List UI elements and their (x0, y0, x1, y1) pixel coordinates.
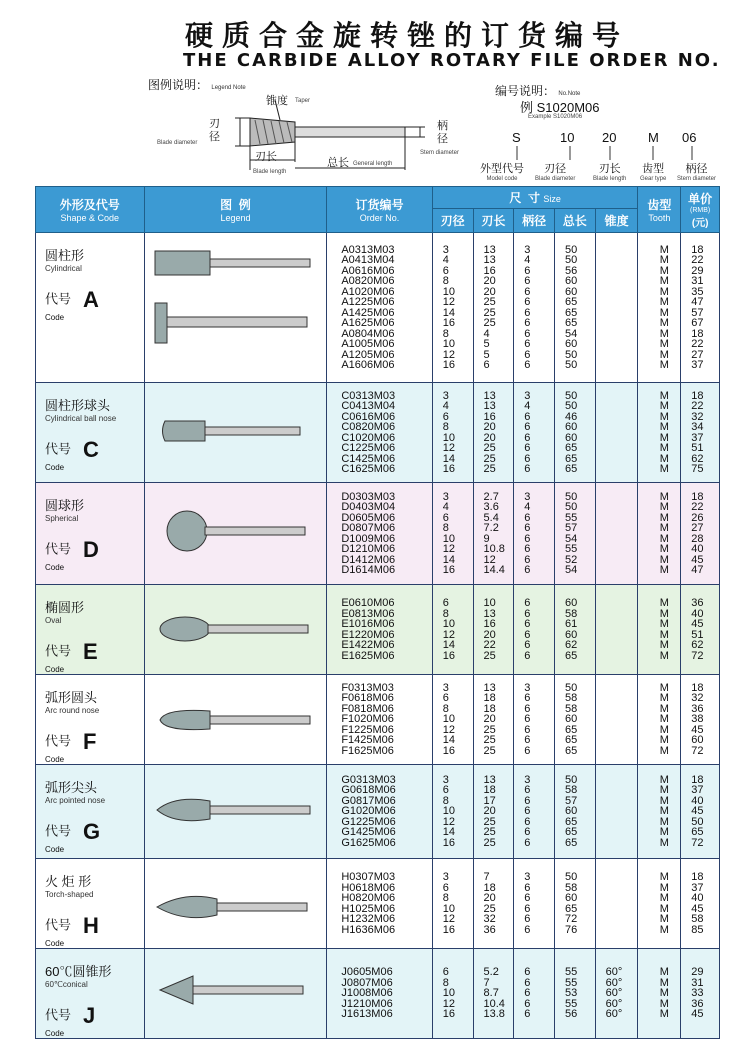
group-row (36, 233, 720, 383)
price-header (681, 187, 720, 233)
blade-len-header: 刃长 (473, 209, 514, 233)
header-text: 外形及代号 (59, 198, 120, 212)
code-label-cn: 代号 (45, 733, 72, 749)
shape-cell (36, 859, 145, 949)
header-subtext: (RMB) (690, 207, 711, 214)
taper-values (595, 765, 638, 859)
code-note-en: No.Note (558, 91, 581, 97)
shape-code-header (36, 187, 145, 233)
code-label-cn: 代号 (45, 541, 72, 557)
legend-note-cn: 图例说明： (148, 78, 209, 92)
header-text: 单价 (688, 192, 713, 206)
blade-len-values: 5.2 7 8.7 10.4 13.8 (473, 949, 514, 1039)
legend-cell (144, 383, 327, 483)
shape-name-en: Cylindrical ball nose (45, 414, 117, 423)
blade-len-values: 13 18 17 20 25 25 25 (473, 765, 514, 859)
tooth-values: M M M M M M M M (638, 483, 681, 585)
code-label (45, 537, 144, 572)
blade-len-label-cn: 刃长 (255, 151, 277, 163)
order-numbers: J0605M06 J0807M06 J1008M06 J1210M06 J1613M06 (327, 949, 432, 1039)
code-part-en: Stem diameter (677, 176, 717, 182)
order-table (35, 186, 720, 1039)
shape-code-letter: G (83, 819, 101, 844)
tooth-header (638, 187, 681, 233)
order-numbers: A0313M03 A0413M04 A0616M06 A0820M06 A1020M06 A1225M06 A1425M06 A1625M06 A0804M06 A1005M06 A1205M06 A1606M06 (327, 233, 432, 383)
blade-len-values: 13 18 18 20 25 25 25 (473, 675, 514, 765)
shape-code-letter: D (83, 537, 99, 562)
taper-values (595, 233, 638, 383)
code-part-en: Gear type (640, 176, 667, 182)
code-note-cn: 编号说明： (495, 84, 556, 98)
code-part-desc (535, 160, 575, 182)
shape-name-cn: 圆柱形 (45, 248, 85, 263)
code-label (45, 639, 144, 674)
code-label (45, 819, 144, 854)
price-values: 36 40 45 51 62 72 (681, 585, 720, 675)
order-numbers: F0313M03 F0618M06 F0818M06 F1020M06 F1225M06 F1425M06 F1625M06 (327, 675, 432, 765)
price-values: 18 22 32 34 37 51 62 75 (681, 383, 720, 483)
total-len-values: 50 50 55 57 54 55 52 54 (554, 483, 595, 585)
blade-dia-values: 3 4 6 8 10 12 14 16 (432, 383, 473, 483)
code-label (45, 913, 144, 948)
order-numbers: G0313M03 G0618M06 G0817M06 G1020M06 G1225M06 G1425M06 G1625M06 (327, 765, 432, 859)
shape-name-cn: 椭圆形 (45, 600, 85, 615)
title-en: THE CARBIDE ALLOY ROTARY FILE ORDER NO. (183, 50, 721, 71)
code-part-desc (480, 160, 524, 182)
blade-dia-values: 3 6 8 10 12 14 16 (432, 675, 473, 765)
stem-dia-header: 柄径 (514, 209, 555, 233)
tooth-values: M M M M M M (638, 859, 681, 949)
code-label-cn: 代号 (45, 291, 72, 307)
tool-image (145, 383, 319, 479)
shape-code-letter: A (83, 287, 99, 312)
header-text: 尺 寸 (509, 191, 541, 205)
tooth-values: M M M M M M M (638, 675, 681, 765)
order-numbers: D0303M03 D0403M04 D0605M06 D0807M06 D1009M06 D1210M06 D1412M06 D1614M06 (327, 483, 432, 585)
blade-dia-values: 3 6 8 10 12 14 16 (432, 765, 473, 859)
legend-header (144, 187, 327, 233)
price-values: 18 37 40 45 50 65 72 (681, 765, 720, 859)
shape-cell (36, 383, 145, 483)
header-text: 图 例 (220, 198, 251, 212)
legend-cell (144, 675, 327, 765)
tooth-values: M M M M M (638, 949, 681, 1039)
total-len-values: 50 58 60 65 72 76 (554, 859, 595, 949)
code-part-desc (677, 160, 716, 182)
legend-cell (144, 483, 327, 585)
shape-name-en: 60℃conical (45, 980, 88, 989)
group-row (36, 585, 720, 675)
code-part-letter: 10 (560, 130, 575, 145)
order-no-header (327, 187, 432, 233)
stem-dia-values: 6 6 6 6 6 (514, 949, 555, 1039)
taper-values (595, 675, 638, 765)
code-label-en: Code (45, 939, 65, 948)
legend-cell (144, 949, 327, 1039)
tooth-values: M M M M M M M M (638, 383, 681, 483)
price-values: 29 31 33 36 45 (681, 949, 720, 1039)
code-label-cn: 代号 (45, 917, 72, 933)
blade-dia-values: 6 8 10 12 16 (432, 949, 473, 1039)
tool-image (145, 233, 319, 379)
shape-cell (36, 675, 145, 765)
shape-code-letter: C (83, 437, 99, 462)
code-label-en: Code (45, 845, 65, 854)
code-part-cn: 刃径 (544, 163, 567, 175)
code-label-cn: 代号 (45, 441, 72, 457)
blade-len-label-en: Blade length (253, 169, 287, 175)
legend-note-en: Legend Note (211, 85, 246, 91)
total-len-values: 50 50 56 60 60 65 65 65 54 60 50 50 (554, 233, 595, 383)
blade-dia-values: 3 4 6 8 10 12 14 16 8 10 12 16 (432, 233, 473, 383)
legend-cell (144, 233, 327, 383)
legend-cell (144, 585, 327, 675)
blade-dia-values: 6 8 10 12 14 16 (432, 585, 473, 675)
code-label (45, 287, 144, 322)
code-label (45, 437, 144, 472)
shape-cell (36, 585, 145, 675)
blade-len-values: 7 18 20 25 32 36 (473, 859, 514, 949)
order-numbers: E0610M06 E0813M06 E1016M06 E1220M06 E1422M06 E1625M06 (327, 585, 432, 675)
stem-dia-values: 3 6 6 6 6 6 6 (514, 765, 555, 859)
code-part-en: Blade diameter (535, 176, 576, 182)
shape-name-en: Arc round nose (45, 706, 100, 715)
total-len-header: 总长 (554, 209, 595, 233)
tooth-values: M M M M M M (638, 585, 681, 675)
total-len-values: 50 58 58 60 65 65 65 (554, 675, 595, 765)
code-part-cn: 刃长 (598, 163, 621, 175)
stem-dia-values: 6 6 6 6 6 6 (514, 585, 555, 675)
shape-name-cn: 圆球形 (45, 498, 85, 513)
total-len-values: 55 55 53 55 56 (554, 949, 595, 1039)
shape-cell (36, 233, 145, 383)
code-label-en: Code (45, 313, 65, 322)
shape-name-cn: 60℃圆锥形 (45, 964, 112, 979)
code-label (45, 1003, 144, 1038)
code-label-cn: 代号 (45, 643, 72, 659)
header-subtext: Shape & Code (60, 213, 120, 223)
size-header (432, 187, 638, 209)
blade-dia-header: 刃径 (432, 209, 473, 233)
shape-name-en: Spherical (45, 514, 79, 523)
header-text: 订货编号 (355, 198, 404, 212)
stem-dia-values: 3 4 6 6 6 6 6 6 (514, 483, 555, 585)
dimension-diagram (145, 90, 475, 180)
blade-len-values: 10 13 16 20 22 25 (473, 585, 514, 675)
general-len-label-en: General length (353, 161, 393, 167)
price-values: 18 22 29 31 35 47 57 67 18 22 27 37 (681, 233, 720, 383)
total-len-values: 50 58 57 60 65 65 65 (554, 765, 595, 859)
blade-dia-label-en: Blade diameter (157, 140, 198, 146)
taper-values (595, 859, 638, 949)
blade-dia-values: 3 6 8 10 12 16 (432, 859, 473, 949)
tool-image (145, 865, 319, 939)
stem-dia-label-cn: 柄径 (437, 120, 448, 145)
legend-cell (144, 859, 327, 949)
blade-dia-label-cn: 刃径 (209, 118, 220, 143)
stem-dia-values: 3 6 6 6 6 6 (514, 859, 555, 949)
tool-image (145, 593, 319, 664)
general-len-label-cn: 总长 (327, 157, 349, 169)
price-values: 18 32 36 38 45 60 72 (681, 675, 720, 765)
header-subtext: Tooth (648, 213, 671, 223)
taper-values (595, 383, 638, 483)
header-subtext: Legend (220, 213, 251, 223)
code-part-cn: 齿型 (642, 163, 665, 175)
code-label-en: Code (45, 665, 65, 674)
example-code: 例 S1020M06 (520, 100, 600, 115)
example-code-en: Example S1020M06 (528, 114, 583, 120)
total-len-values: 60 58 61 60 62 65 (554, 585, 595, 675)
taper-values: 60° 60° 60° 60° 60° (595, 949, 638, 1039)
taper-header: 锥度 (595, 209, 638, 233)
shape-name-en: Cylindrical (45, 264, 82, 273)
shape-cell (36, 949, 145, 1039)
code-label-cn: 代号 (45, 1007, 72, 1023)
code-label-en: Code (45, 755, 65, 764)
tool-image (145, 483, 319, 581)
header-subtext: Size (543, 194, 561, 204)
code-part-en: Blade length (593, 176, 627, 182)
tool-image (145, 765, 319, 855)
shape-name-cn: 弧形圆头 (45, 690, 98, 705)
code-part-letter: 20 (602, 130, 617, 145)
code-label-cn: 代号 (45, 823, 72, 839)
header-text: (元) (691, 218, 709, 229)
shape-cell (36, 765, 145, 859)
shape-code-letter: E (83, 639, 98, 664)
code-part-letter: S (512, 130, 521, 145)
group-row (36, 859, 720, 949)
code-part-letter: 06 (682, 130, 697, 145)
order-numbers: H0307M03 H0618M06 H0820M06 H1025M06 H1232M06 H1636M06 (327, 859, 432, 949)
group-row (36, 383, 720, 483)
shape-name-cn: 弧形尖头 (45, 780, 98, 795)
stem-dia-values: 3 4 6 6 6 6 6 6 6 6 6 6 (514, 233, 555, 383)
order-numbers: C0313M03 C0413M04 C0616M06 C0820M06 C1020M06 C1225M06 C1425M06 C1625M06 (327, 383, 432, 483)
code-part-en: Model code (486, 176, 518, 182)
tooth-values: M M M M M M M M M M M M (638, 233, 681, 383)
code-label-en: Code (45, 463, 65, 472)
shape-code-letter: H (83, 913, 99, 938)
blade-len-values: 2.7 3.6 5.4 7.2 9 10.8 12 14.4 (473, 483, 514, 585)
taper-values (595, 483, 638, 585)
taper-label-en: Taper (295, 98, 311, 104)
tool-image (145, 958, 319, 1027)
code-part-cn: 外型代号 (480, 163, 524, 175)
tooth-values: M M M M M M M (638, 765, 681, 859)
shape-code-letter: F (83, 729, 97, 754)
stem-dia-label-en: Stem diameter (420, 150, 460, 156)
shape-name-en: Oval (45, 616, 62, 625)
group-row (36, 765, 720, 859)
shape-name-en: Torch-shaped (45, 890, 94, 899)
blade-len-values: 13 13 16 20 20 25 25 25 (473, 383, 514, 483)
code-label-en: Code (45, 1029, 65, 1038)
code-part-desc (640, 160, 666, 182)
title-cn: 硬质合金旋转锉的订货编号 (185, 19, 630, 52)
tool-image (145, 675, 319, 761)
shape-name-cn: 圆柱形球头 (45, 398, 111, 413)
header-subtext: Order No. (359, 213, 400, 223)
shape-code-letter: J (83, 1003, 96, 1028)
price-values: 18 37 40 45 58 85 (681, 859, 720, 949)
code-part-letter: M (648, 130, 659, 145)
price-values: 18 22 26 27 28 40 45 47 (681, 483, 720, 585)
group-row (36, 675, 720, 765)
blade-len-values: 13 13 16 20 20 25 25 25 4 5 5 6 (473, 233, 514, 383)
stem-dia-values: 3 6 6 6 6 6 6 (514, 675, 555, 765)
taper-label-cn: 锥度 (266, 95, 288, 107)
taper-values (595, 585, 638, 675)
header-text: 齿型 (647, 198, 672, 212)
code-part-cn: 柄径 (685, 163, 708, 175)
code-part-desc (593, 160, 626, 182)
total-len-values: 50 50 46 60 60 65 65 65 (554, 383, 595, 483)
shape-name-cn: 火 炬 形 (45, 874, 92, 889)
legend-cell (144, 765, 327, 859)
shape-cell (36, 483, 145, 585)
blade-dia-values: 3 4 6 8 10 12 14 16 (432, 483, 473, 585)
code-label (45, 729, 144, 764)
code-label-en: Code (45, 563, 65, 572)
group-row (36, 483, 720, 585)
shape-name-en: Arc pointed nose (45, 796, 106, 805)
group-row (36, 949, 720, 1039)
stem-dia-values: 3 4 6 6 6 6 6 6 (514, 383, 555, 483)
